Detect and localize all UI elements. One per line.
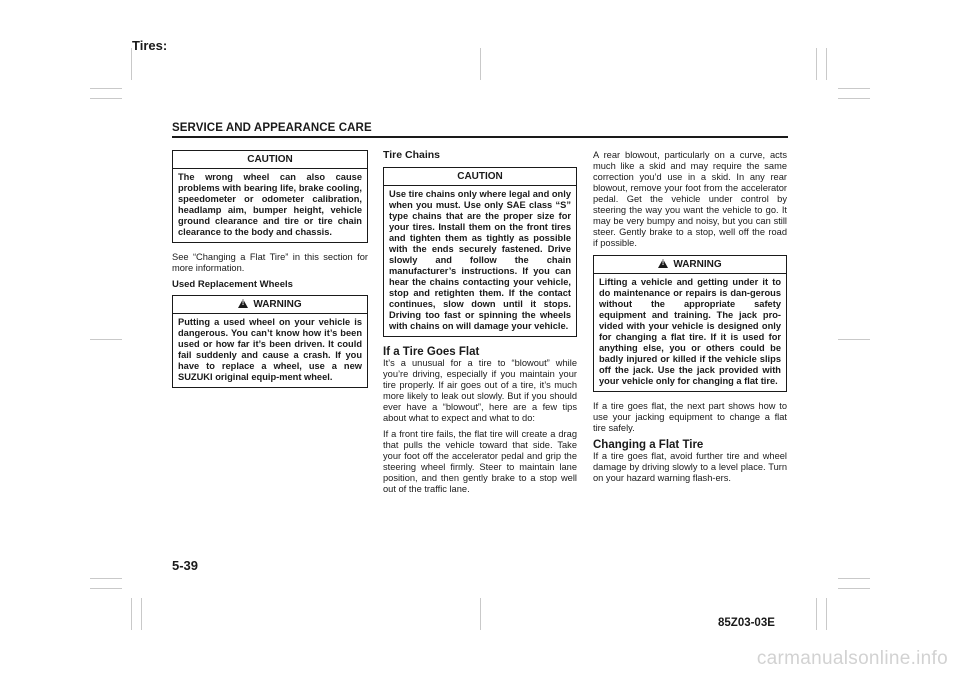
changing-flat-paragraph: If a tire goes flat, avoid further tire and wheel damage by driving slowly to a level place. Turn on your hazard warning flash-ers. bbox=[593, 451, 787, 483]
blowout-paragraph: It’s a unusual for a tire to “blowout” while you’re driving, especially if you maintain your tire properly. If air goes out of a tire, it’s much more likely to leak out slowly. But if you should ever have a “blowout”, here are a few tips about what to expect and what to do: bbox=[383, 358, 577, 423]
watermark: carmanualsonline.info bbox=[756, 648, 948, 669]
header-rule bbox=[172, 136, 788, 138]
next-part-paragraph: If a tire goes flat, the next part shows how to use your jacking equipment to change a flat tire safely. bbox=[593, 401, 787, 433]
warning-box bbox=[172, 295, 368, 388]
warning-text: Putting a used wheel on your vehicle is dangerous. You can’t know how it’s been used or how far it’s been driven. It could fail suddenly and cause a crash. If you have to replace a wheel, use a new SUZUKI original equip-ment wheel. bbox=[178, 317, 362, 382]
crop-mark bbox=[816, 598, 817, 630]
warning-triangle-icon bbox=[658, 259, 668, 268]
warning-heading: WARNING bbox=[253, 299, 302, 310]
caution-heading: CAUTION bbox=[384, 168, 576, 186]
caution-heading: CAUTION bbox=[173, 151, 367, 169]
crop-mark bbox=[90, 588, 122, 589]
page-number: 5-39 bbox=[172, 558, 199, 573]
crop-mark bbox=[838, 588, 870, 589]
tire-chains-heading: Tire Chains bbox=[383, 149, 440, 161]
crop-mark bbox=[838, 88, 870, 89]
crop-mark bbox=[90, 88, 122, 89]
section-label: Tires: bbox=[132, 38, 168, 53]
warning-text: Lifting a vehicle and getting under it to do maintenance or repairs is dan-gerous without the appropriate safety equipment and training. The jack pro-vided with your vehicle is designed only for changing a flat tire. If it is used for anything else, you or others could be badly injured or killed if the vehicle slips off the jack. Use the jack provided with your vehicle only for changing a flat tire. bbox=[599, 277, 781, 386]
crop-mark bbox=[826, 48, 827, 80]
if-a-tire-goes-flat-heading: If a Tire Goes Flat bbox=[383, 346, 480, 358]
caution-text: The wrong wheel can also cause problems with bearing life, brake cooling, speedometer or odometer calibration, headlamp aim, bumper height, vehicle ground clearance and tire or tire chain clearance to the body and chassis. bbox=[178, 172, 362, 237]
crop-mark bbox=[90, 98, 122, 99]
warning-box bbox=[593, 255, 787, 392]
crop-mark bbox=[90, 339, 122, 340]
caution-box bbox=[383, 167, 577, 337]
used-replacement-wheels-heading: Used Replacement Wheels bbox=[172, 279, 293, 290]
crop-mark bbox=[826, 598, 827, 630]
crop-mark bbox=[838, 339, 870, 340]
warning-triangle-icon bbox=[238, 299, 248, 308]
caution-text: Use tire chains only where legal and only when you must. Use only SAE class “S” type chains that are the proper size for your tires. Install them on the front tires and tighten them as tightly as possible with the ends securely fastened. Drive slowly and follow the chain manufacturer’s instructions. If you can hear the chains contacting your vehicle, stop and retighten them. If the contact continues, slow down until it stops. Driving too fast or spinning the wheels with chains on will damage your vehicle. bbox=[389, 189, 571, 331]
caution-box bbox=[172, 150, 368, 243]
crop-mark bbox=[90, 578, 122, 579]
front-tire-paragraph: If a front tire fails, the flat tire will create a drag that pulls the vehicle toward that side. Take your foot off the accelerator pedal and grip the steering wheel firmly. Steer to maintain lane position, and then gently brake to a stop well out of the traffic lane. bbox=[383, 429, 577, 494]
warning-heading: WARNING bbox=[673, 259, 722, 270]
document-code: 85Z03-03E bbox=[718, 617, 775, 629]
crop-mark bbox=[141, 598, 142, 630]
warning-header bbox=[594, 256, 786, 274]
column-1 bbox=[172, 150, 368, 397]
changing-a-flat-tire-heading: Changing a Flat Tire bbox=[593, 439, 704, 451]
column-3 bbox=[593, 150, 787, 489]
crop-mark bbox=[480, 598, 481, 630]
see-changing-flat-text: See “Changing a Flat Tire” in this section for more information. bbox=[172, 252, 368, 273]
crop-mark bbox=[816, 48, 817, 80]
warning-header bbox=[173, 296, 367, 314]
crop-mark bbox=[480, 48, 481, 80]
rear-blowout-paragraph: A rear blowout, particularly on a curve, acts much like a skid and may require the same correction you’d use in a skid. In any rear blowout, remove your foot from the accelerator pedal. Get the vehicle under control by steering the way you want the vehicle to go. It may be very bumpy and noisy, but you can still steer. Gently brake to a stop, well off the road if possible. bbox=[593, 150, 787, 248]
chapter-title: SERVICE AND APPEARANCE CARE bbox=[172, 122, 372, 134]
crop-mark bbox=[838, 578, 870, 579]
crop-mark bbox=[838, 98, 870, 99]
crop-mark bbox=[131, 598, 132, 630]
column-2 bbox=[383, 150, 577, 500]
